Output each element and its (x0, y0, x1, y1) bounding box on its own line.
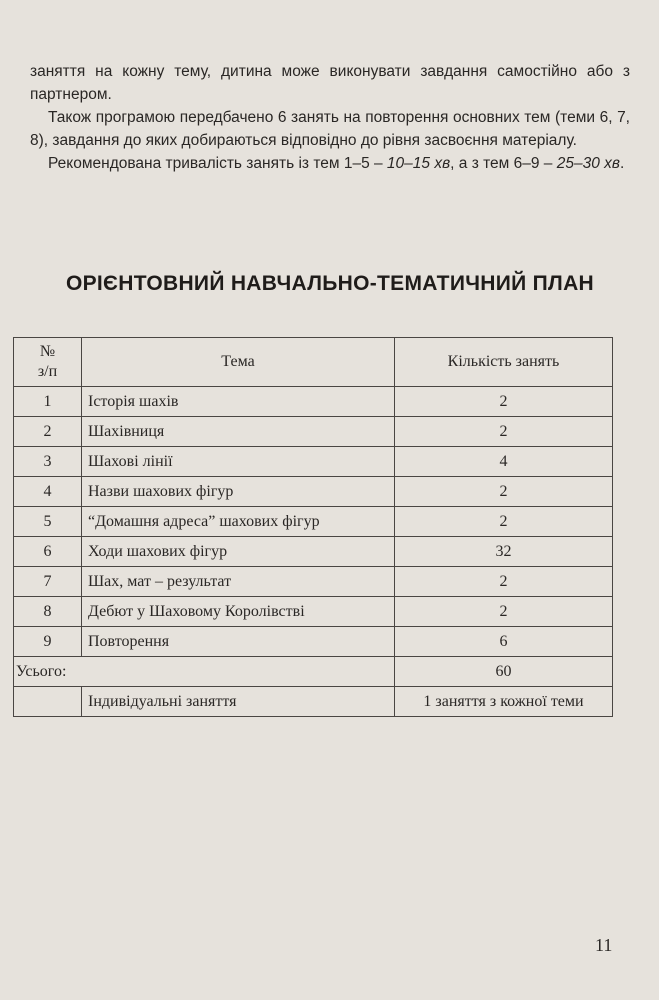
row-topic: Шах, мат – результат (82, 567, 395, 597)
individual-label: Індивідуальні заняття (82, 687, 395, 717)
intro-text (30, 60, 630, 175)
header-number-abbr: з/п (37, 363, 58, 380)
total-value: 60 (395, 657, 613, 687)
individual-value: 1 заняття з кожної теми (395, 687, 613, 717)
thematic-plan-table (13, 337, 613, 717)
row-number: 8 (14, 597, 82, 627)
plan-title: ОРІЄНТОВНИЙ НАВЧАЛЬНО-ТЕМАТИЧНИЙ ПЛАН (65, 272, 595, 295)
row-count: 2 (395, 417, 613, 447)
table-row (14, 567, 613, 597)
total-label: Усього: (14, 657, 395, 687)
row-number: 7 (14, 567, 82, 597)
row-count: 2 (395, 507, 613, 537)
table-row (14, 447, 613, 477)
duration-text-middle: , а з тем 6–9 – (450, 155, 557, 172)
individual-num-cell (14, 687, 82, 717)
table-row (14, 507, 613, 537)
row-number: 5 (14, 507, 82, 537)
table-row (14, 387, 613, 417)
table-row (14, 597, 613, 627)
intro-paragraph-1: заняття на кожну тему, дитина може виконувати завдання самостійно або з партнером. (30, 63, 630, 103)
row-count: 2 (395, 387, 613, 417)
table-row (14, 417, 613, 447)
row-number: 4 (14, 477, 82, 507)
table-row (14, 537, 613, 567)
table-header-row (14, 338, 613, 387)
header-number-symbol: № (39, 343, 56, 360)
row-topic: Ходи шахових фігур (82, 537, 395, 567)
row-count: 4 (395, 447, 613, 477)
row-topic: “Домашня адреса” шахових фігур (82, 507, 395, 537)
row-count: 2 (395, 477, 613, 507)
duration-text-start: Рекомендована тривалість занять із тем 1–5 – (48, 155, 387, 172)
page-number: 11 (595, 935, 613, 955)
row-number: 6 (14, 537, 82, 567)
header-topic: Тема (82, 338, 395, 387)
row-count: 32 (395, 537, 613, 567)
table-row (14, 477, 613, 507)
row-number: 9 (14, 627, 82, 657)
individual-row (14, 687, 613, 717)
duration-text-end: . (619, 155, 625, 172)
row-topic: Дебют у Шаховому Королівстві (82, 597, 395, 627)
table-row (14, 627, 613, 657)
row-count: 2 (395, 567, 613, 597)
row-number: 1 (14, 387, 82, 417)
row-topic: Історія шахів (82, 387, 395, 417)
row-count: 6 (395, 627, 613, 657)
header-number (14, 338, 82, 387)
duration-short: 10–15 хв (386, 155, 451, 172)
duration-long: 25–30 хв (556, 155, 620, 172)
row-topic: Шахівниця (82, 417, 395, 447)
intro-paragraph-3 (30, 152, 630, 175)
intro-paragraph-2: Також програмою передбачено 6 занять на повторення основних тем (теми 6, 7, 8), завдання до яких добираються відповідно до рівня засвоєння матеріалу. (30, 109, 630, 149)
row-number: 3 (14, 447, 82, 477)
row-number: 2 (14, 417, 82, 447)
row-topic: Назви шахових фігур (82, 477, 395, 507)
row-topic: Повторення (82, 627, 395, 657)
row-topic: Шахові лінії (82, 447, 395, 477)
row-count: 2 (395, 597, 613, 627)
header-count: Кількість занять (395, 338, 613, 387)
total-row (14, 657, 613, 687)
